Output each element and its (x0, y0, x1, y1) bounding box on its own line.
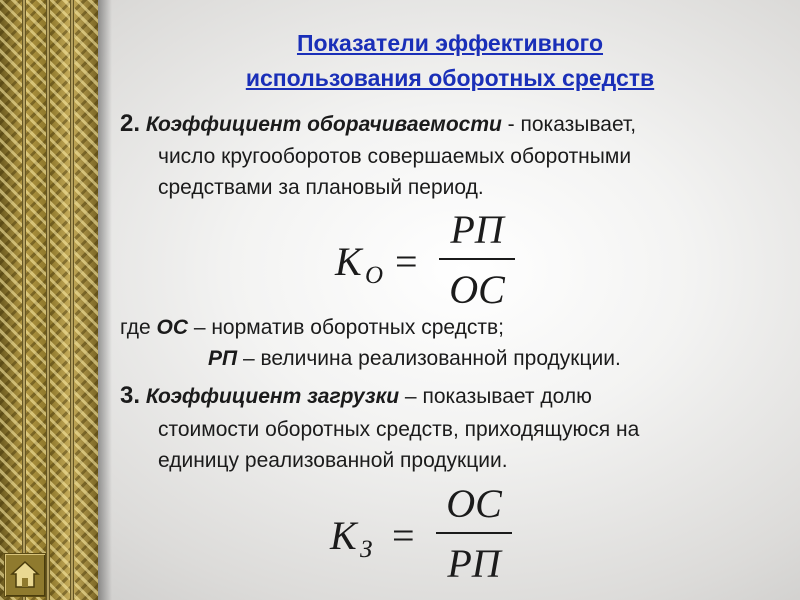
formula-load (330, 482, 520, 592)
home-button[interactable] (4, 553, 46, 597)
term-oc: ОС (156, 316, 188, 339)
title-line-1: Показатели эффективного (296, 30, 604, 56)
border-stripe (70, 0, 74, 600)
border-shadow (98, 0, 112, 600)
formula-k: K (335, 239, 362, 284)
slide-title (120, 26, 780, 96)
formula-denominator: РП (447, 541, 501, 586)
formula-equals: = (392, 513, 415, 558)
item-3-line-2: стоимости оборотных средств, приходящуюся на (158, 418, 640, 441)
home-icon (10, 560, 40, 590)
where-line-2 (120, 343, 621, 374)
formula-numerator: ОС (446, 481, 502, 526)
item-2-line-1 (120, 108, 636, 140)
formula-denominator: ОС (449, 267, 505, 312)
border-stripe (22, 0, 26, 600)
item-3-text: – показывает долю (399, 385, 592, 408)
formula-numerator: РП (450, 207, 504, 252)
item-3-line-1 (120, 380, 592, 412)
formula-k: K (330, 513, 357, 558)
item-2-text: - показывает, (501, 113, 637, 136)
border-stripe (46, 0, 50, 600)
formula-equals: = (395, 239, 418, 284)
item-number: 2. (120, 110, 141, 137)
item-2-line-2: число кругооборотов совершаемых оборотными (158, 145, 632, 168)
item-3-line-3: единицу реализованной продукции. (158, 449, 508, 472)
where-line-1 (120, 312, 504, 343)
formula-turnover (335, 207, 525, 315)
decorative-left-border (0, 0, 98, 600)
term-load-ratio: Коэффициент загрузки (145, 385, 400, 408)
rp-definition: – величина реализованной продукции. (237, 347, 621, 370)
item-number: 3. (120, 382, 141, 409)
title-line-2: использования оборотных средств (245, 65, 655, 91)
where-prefix: где (120, 316, 157, 339)
item-2-line-3: средствами за плановый период. (158, 176, 484, 199)
fraction-bar (436, 532, 512, 534)
formula-subscript: З (360, 536, 373, 563)
term-rp: РП (208, 347, 238, 370)
formula-subscript: О (365, 262, 384, 289)
term-turnover-ratio: Коэффициент оборачиваемости (145, 113, 502, 136)
fraction-bar (439, 258, 515, 260)
oc-definition: – норматив оборотных средств; (187, 316, 504, 339)
